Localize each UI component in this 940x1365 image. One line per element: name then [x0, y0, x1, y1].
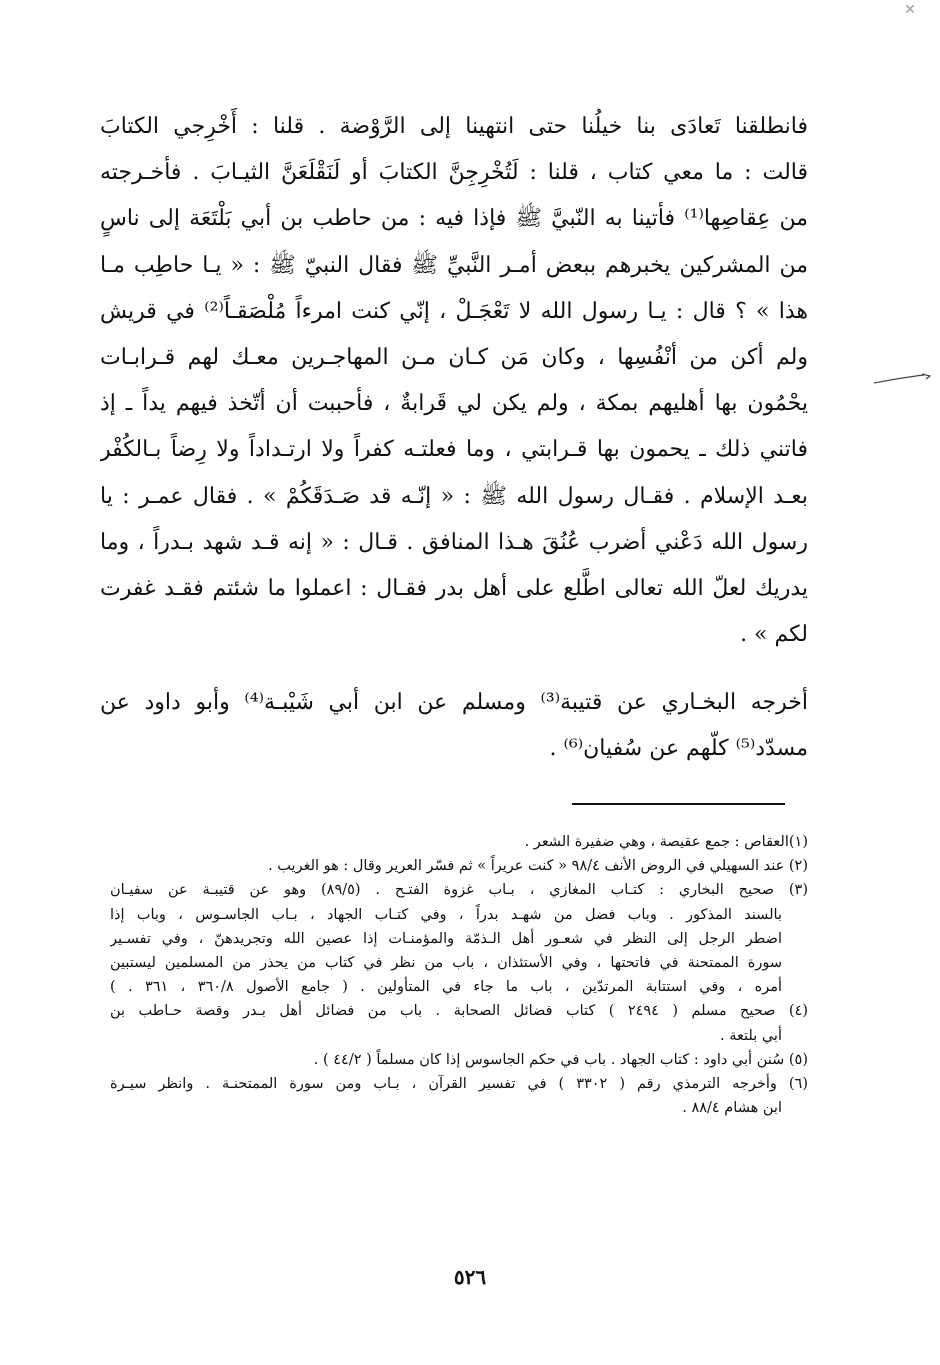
text-line: هذا » ؟ قال : يـا رسول الله لا تَعْجَـلْ ، إنّي كنت امرءاً مُلْصَقـاً⁽²⁾ في قريش	[100, 298, 808, 324]
text-line: أخرجه البخـاري عن قتيبة⁽³⁾ ومسلم عن ابن أبي شَيْبـة⁽⁴⁾ وأبو داود عن	[100, 690, 808, 715]
text-line: فاتني ذلك ـ يحمون بها قـرابتي ، وما فعلتـه كفراً ولا ارتـداداً ولا رِضاً بـالكُفْر	[100, 437, 808, 463]
footnote-line: أمره ، وفي استتابة المرتدّين ، باب ما جاء في المتأولين . ( جامع الأصول ٣٦٠/٨ ، ٣٦١ . )	[110, 979, 782, 996]
footnote-line: (٣) صحيح البخاري : كتـاب المغازي ، بـاب غزوة الفتـح . (٨٩/٥) وهو عن قتيبـة عن سفيـان	[110, 882, 808, 899]
footnotes	[110, 830, 808, 1120]
text-line: مسدّد⁽⁵⁾ كلّهم عن سُفيان⁽⁶⁾ .	[549, 736, 808, 762]
text-line: ولم أكن من أنْفُسِها ، وكان مَن كـان مـن المهاجـرين معـك لهم قـرابـات	[100, 344, 808, 370]
footnote-3	[110, 878, 808, 999]
footnote-line: (٤) صحيح مسلم ( ٢٤٩٤ ) كتاب فضائل الصحابة . باب من فضائل أهل بـدر وقصة حـاطب بن	[110, 1003, 808, 1020]
footnote-6	[110, 1072, 808, 1120]
footnote-1	[110, 830, 808, 854]
footnote-line: (٢) عند السهيلي في الروض الأنف ٩٨/٤ « كنت عريراً » ثم فسّر العرير وقال : هو الغريب .	[268, 858, 808, 875]
text-line: من المشركين يخبرهم ببعض أمـر النَّبيِّ ﷺ فقال النبيّ ﷺ : « يـا حاطِب مـا	[100, 252, 808, 278]
text-line: فانطلقنا تَعادَى بنا خيلُنا حتى انتهينا إلى الرَّوْضة . قلنا : أَخْرِجي الكتابَ	[100, 114, 808, 139]
footnote-separator	[572, 803, 785, 805]
text-line: قالت : ما معي كتاب ، قلنا : لَتُخْرِجِنَّ الكتابَ أو لَنَقْلَعَنَّ الثيـابَ . فأخـرجته	[100, 160, 808, 186]
footnote-line: (٦) وأخرجه الترمذي رقم ( ٣٣٠٢ ) في تفسير القرآن ، بـاب ومن سورة الممتحنـة . وانظر سيـرة	[110, 1075, 808, 1092]
text-line: من عِقاصِها⁽¹⁾ فأتينا به النّبيَّ ﷺ فإذا فيه : من حاطب بن أبي بَلْتَعَة إلى ناسٍ	[100, 206, 808, 232]
footnote-line: اضطر الرجل إلى النظر في شعـور أهل الـذمّة والمؤمنـات إذا عصين الله وتجريدهنّ ، وفي تفسـير	[110, 930, 782, 947]
text-line: يدريك لعلّ الله تعالى اطَّلع على أهل بدر فقـال : اعملوا ما شئتم فقـد غفرت	[100, 575, 808, 601]
scan-corner-mark-icon: ✕	[904, 2, 916, 18]
footnote-line: أبي بلتعة .	[720, 1027, 782, 1044]
footnote-line: بالسند المذكور . وباب فضل من شهـد بدراً ، وفي كتـاب الجهاد ، بـاب الجاسـوس ، وباب إذا	[110, 906, 782, 923]
page-number: ٥٢٦	[453, 1265, 487, 1289]
footnote-5	[110, 1048, 808, 1072]
text-line: رسول الله دَعْني أضرب عُنُقَ هـذا المنافق . قـال : « إنه قـد شهد بـدراً ، وما	[100, 529, 808, 555]
takhrij-paragraph	[100, 680, 808, 772]
footnote-line: سورة الممتحنة في فاتحتها ، وفي الأستئذان ، باب من نظر في كتاب من يحذر من المسلمين ليستبين	[110, 954, 782, 971]
main-text	[100, 104, 808, 658]
footnote-line: (٥) سُنن أبي داود : كتاب الجهاد . باب في حكم الجاسوس إذا كان مسلماً ( ٤٤/٢ ) .	[313, 1051, 808, 1068]
text-line: لكم » .	[740, 622, 808, 648]
footnote-line: ابن هشام ٨٨/٤ .	[682, 1100, 782, 1117]
footnote-2	[110, 854, 808, 878]
text-line: يحْمُون بها أهليهم بمكة ، ولم يكن لي قَرابةٌ ، فأحببت أن أتّخذ فيهم يداً ـ إذ	[100, 391, 808, 417]
footnote-line: (١)العقاص : جمع عقيصة ، وهي ضفيرة الشعر .	[524, 834, 808, 850]
text-line: بعـد الإسلام . فقـال رسول الله ﷺ : « إنّـه قد صَـدَقَكُمْ » . فقال عمـر : يا	[100, 483, 808, 509]
footnote-4	[110, 999, 808, 1047]
margin-annotation-stroke-icon	[872, 372, 934, 386]
